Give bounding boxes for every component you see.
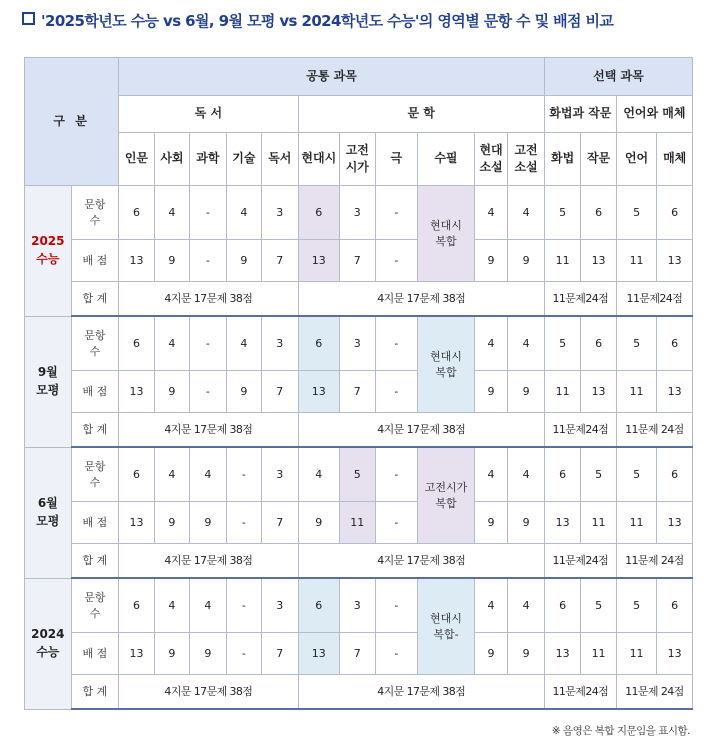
total-literature: 4지문 17문제 38점: [298, 675, 544, 710]
count-cell: 6: [657, 447, 693, 502]
subheader-14: 매체: [657, 133, 693, 186]
essay-composite-note: 현대시 복합: [418, 316, 475, 413]
count-cell: 5: [581, 447, 616, 502]
count-cell: 4: [508, 316, 545, 371]
subheader-0: 인문: [119, 133, 154, 186]
count-cell: 4: [190, 578, 226, 633]
count-cell: -: [190, 186, 226, 240]
score-cell: 9: [154, 633, 189, 675]
count-cell: 6: [298, 316, 340, 371]
count-cell: 6: [581, 316, 616, 371]
subheader-12: 작문: [581, 133, 616, 186]
count-cell: 6: [544, 447, 580, 502]
count-cell: 6: [581, 186, 616, 240]
count-cell: 5: [340, 447, 375, 502]
count-cell: 4: [226, 316, 261, 371]
subheader-7: 극: [375, 133, 418, 186]
score-cell: 11: [340, 502, 375, 544]
total-language-media: 11문제 24점: [616, 544, 692, 579]
score-cell: -: [375, 633, 418, 675]
score-cell: 11: [581, 502, 616, 544]
count-cell: 4: [508, 578, 545, 633]
score-cell: 9: [190, 633, 226, 675]
score-cell: 9: [226, 240, 261, 282]
count-cell: 6: [657, 578, 693, 633]
count-cell: 5: [616, 186, 657, 240]
subheader-9: 현대 소설: [474, 133, 507, 186]
score-cell: 7: [262, 633, 298, 675]
exam-name: 2024 수능: [25, 578, 72, 709]
count-cell: 4: [474, 186, 507, 240]
count-cell: 6: [119, 316, 154, 371]
count-cell: 3: [340, 316, 375, 371]
score-cell: 7: [262, 240, 298, 282]
score-cell: -: [375, 502, 418, 544]
row-label-count: 문항 수: [71, 186, 119, 240]
row-label-score: 배 점: [71, 633, 119, 675]
count-cell: 3: [262, 316, 298, 371]
count-cell: 5: [616, 316, 657, 371]
subheader-6: 고전 시가: [340, 133, 375, 186]
subheader-5: 현대시: [298, 133, 340, 186]
score-cell: 13: [657, 371, 693, 413]
score-cell: 9: [508, 633, 545, 675]
score-cell: -: [226, 502, 261, 544]
count-cell: 6: [298, 186, 340, 240]
score-cell: 9: [190, 502, 226, 544]
total-literature: 4지문 17문제 38점: [298, 282, 544, 317]
score-cell: 13: [544, 633, 580, 675]
essay-composite-note: 현대시 복합-: [418, 578, 475, 675]
count-cell: 6: [544, 578, 580, 633]
header-speech-writing: 화법과 작문: [544, 96, 616, 133]
score-cell: 9: [474, 371, 507, 413]
count-cell: 3: [262, 447, 298, 502]
total-speech-writing: 11문제24점: [544, 675, 616, 710]
header-gubun: 구 분: [25, 58, 119, 186]
total-reading: 4지문 17문제 38점: [119, 544, 298, 579]
count-cell: 6: [657, 316, 693, 371]
score-cell: 9: [474, 502, 507, 544]
score-cell: 7: [262, 502, 298, 544]
score-cell: 9: [226, 371, 261, 413]
score-cell: 13: [119, 502, 154, 544]
count-cell: 5: [544, 316, 580, 371]
total-speech-writing: 11문제24점: [544, 544, 616, 579]
score-cell: -: [226, 633, 261, 675]
count-cell: 4: [154, 578, 189, 633]
score-cell: 7: [340, 633, 375, 675]
total-literature: 4지문 17문제 38점: [298, 544, 544, 579]
row-label-count: 문항 수: [71, 447, 119, 502]
count-cell: 4: [508, 186, 545, 240]
score-cell: 11: [581, 633, 616, 675]
total-speech-writing: 11문제24점: [544, 282, 616, 317]
exam-name: 6월 모평: [25, 447, 72, 578]
total-reading: 4지문 17문제 38점: [119, 413, 298, 448]
score-cell: 13: [298, 371, 340, 413]
score-cell: 9: [508, 240, 545, 282]
page-title-text: '2025학년도 수능 vs 6월, 9월 모평 vs 2024학년도 수능'의 영역별 문항 수 및 배점 비교: [41, 12, 614, 30]
count-cell: 4: [154, 316, 189, 371]
count-cell: 4: [474, 447, 507, 502]
count-cell: 4: [226, 186, 261, 240]
header-reading: 독 서: [119, 96, 298, 133]
subheader-3: 기술: [226, 133, 261, 186]
score-cell: 9: [508, 502, 545, 544]
essay-composite-note: 현대시 복합: [418, 186, 475, 282]
subheader-11: 화법: [544, 133, 580, 186]
row-label-count: 문항 수: [71, 316, 119, 371]
score-cell: 13: [298, 240, 340, 282]
score-cell: 13: [657, 633, 693, 675]
score-cell: -: [190, 371, 226, 413]
header-common-subject: 공통 과목: [119, 58, 545, 96]
count-cell: 5: [581, 578, 616, 633]
score-cell: -: [375, 371, 418, 413]
total-language-media: 11문제 24점: [616, 413, 692, 448]
total-language-media: 11문제 24점: [616, 675, 692, 710]
score-cell: 9: [474, 633, 507, 675]
total-reading: 4지문 17문제 38점: [119, 675, 298, 710]
subheader-4: 독서: [262, 133, 298, 186]
score-cell: 13: [298, 633, 340, 675]
row-label-total: 합 계: [71, 675, 119, 710]
score-cell: 11: [616, 240, 657, 282]
score-cell: -: [375, 240, 418, 282]
score-cell: -: [190, 240, 226, 282]
score-cell: 7: [262, 371, 298, 413]
score-cell: 13: [544, 502, 580, 544]
count-cell: -: [375, 316, 418, 371]
row-label-score: 배 점: [71, 240, 119, 282]
header-literature: 문 학: [298, 96, 544, 133]
count-cell: -: [226, 447, 261, 502]
count-cell: 5: [616, 447, 657, 502]
row-label-total: 합 계: [71, 413, 119, 448]
row-label-score: 배 점: [71, 502, 119, 544]
score-cell: 9: [508, 371, 545, 413]
count-cell: 3: [340, 186, 375, 240]
row-label-score: 배 점: [71, 371, 119, 413]
count-cell: 4: [154, 447, 189, 502]
count-cell: -: [190, 316, 226, 371]
score-cell: 11: [544, 240, 580, 282]
count-cell: 3: [340, 578, 375, 633]
total-literature: 4지문 17문제 38점: [298, 413, 544, 448]
page-title: [22, 10, 613, 31]
subheader-8: 수필: [418, 133, 475, 186]
count-cell: 6: [119, 447, 154, 502]
score-cell: 13: [657, 240, 693, 282]
footnote: ※ 음영은 복합 지문임을 표시함.: [551, 725, 690, 737]
total-reading: 4지문 17문제 38점: [119, 282, 298, 317]
score-cell: 9: [154, 371, 189, 413]
score-cell: 13: [119, 240, 154, 282]
count-cell: 6: [657, 186, 693, 240]
exam-name: 2025 수능: [25, 186, 72, 317]
score-cell: 11: [544, 371, 580, 413]
count-cell: 4: [190, 447, 226, 502]
exam-name: 9월 모평: [25, 316, 72, 447]
subheader-2: 과학: [190, 133, 226, 186]
count-cell: 6: [119, 578, 154, 633]
score-cell: 13: [581, 240, 616, 282]
header-language-media: 언어와 매체: [616, 96, 692, 133]
score-cell: 13: [119, 371, 154, 413]
score-cell: 11: [616, 633, 657, 675]
subheader-10: 고전 소설: [508, 133, 545, 186]
score-cell: 7: [340, 240, 375, 282]
score-cell: 7: [340, 371, 375, 413]
count-cell: 5: [616, 578, 657, 633]
count-cell: 3: [262, 186, 298, 240]
essay-composite-note: 고전시가 복합: [418, 447, 475, 544]
count-cell: 4: [508, 447, 545, 502]
score-cell: 13: [119, 633, 154, 675]
subheader-13: 언어: [616, 133, 657, 186]
score-cell: 11: [616, 502, 657, 544]
count-cell: 4: [298, 447, 340, 502]
score-cell: 9: [154, 502, 189, 544]
count-cell: 6: [298, 578, 340, 633]
score-cell: 9: [298, 502, 340, 544]
count-cell: -: [375, 578, 418, 633]
row-label-total: 합 계: [71, 282, 119, 317]
count-cell: -: [226, 578, 261, 633]
score-cell: 9: [474, 240, 507, 282]
count-cell: 5: [544, 186, 580, 240]
row-label-count: 문항 수: [71, 578, 119, 633]
count-cell: 4: [154, 186, 189, 240]
subheader-1: 사회: [154, 133, 189, 186]
score-cell: 13: [581, 371, 616, 413]
count-cell: 4: [474, 578, 507, 633]
count-cell: -: [375, 447, 418, 502]
count-cell: 4: [474, 316, 507, 371]
header-elective-subject: 선택 과목: [544, 58, 692, 96]
comparison-table: [24, 57, 693, 710]
row-label-total: 합 계: [71, 544, 119, 579]
count-cell: -: [375, 186, 418, 240]
checkbox-square-icon: [22, 12, 35, 25]
score-cell: 13: [657, 502, 693, 544]
total-speech-writing: 11문제24점: [544, 413, 616, 448]
total-language-media: 11문제24점: [616, 282, 692, 317]
count-cell: 6: [119, 186, 154, 240]
count-cell: 3: [262, 578, 298, 633]
score-cell: 9: [154, 240, 189, 282]
score-cell: 11: [616, 371, 657, 413]
